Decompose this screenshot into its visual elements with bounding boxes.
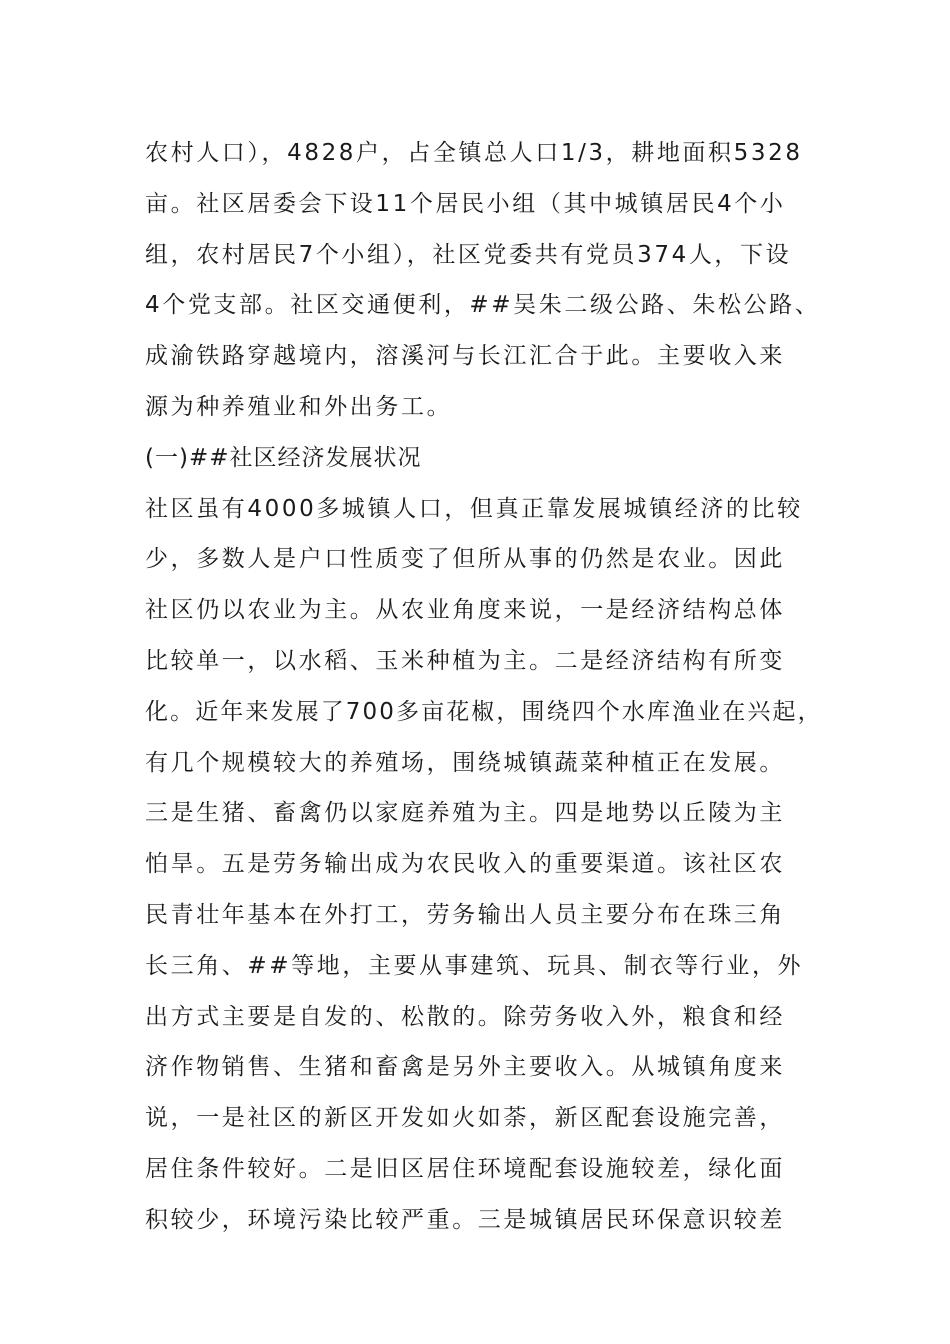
paragraph-line: 有几个规模较大的养殖场，围绕城镇蔬菜种植正在发展。 (145, 749, 785, 776)
paragraph-line: 三是生猪、畜禽仍以家庭养殖为主。四是地势以丘陵为主 (145, 800, 785, 827)
section-heading: (一)##社区经济发展状况 (145, 444, 422, 471)
paragraph-line: 4个党支部。社区交通便利，##吴朱二级公路、朱松公路、 (145, 292, 821, 319)
paragraph-line: 怕旱。五是劳务输出成为农民收入的重要渠道。该社区农 (145, 851, 785, 878)
paragraph-line: 化。近年来发展了700多亩花椒，围绕四个水库渔业在兴起， (145, 698, 823, 725)
paragraph-line: 居住条件较好。二是旧区居住环境配套设施较差，绿化面 (145, 1155, 785, 1182)
paragraph-line: 济作物销售、生猪和畜禽是另外主要收入。从城镇角度来 (145, 1054, 785, 1081)
paragraph-line: 长三角、##等地，主要从事建筑、玩具、制衣等行业，外 (145, 952, 804, 979)
paragraph-line: 积较少，环境污染比较严重。三是城镇居民环保意识较差 (145, 1206, 785, 1233)
paragraph-line: 社区仍以农业为主。从农业角度来说，一是经济结构总体 (145, 597, 785, 624)
paragraph-line: 出方式主要是自发的、松散的。除劳务收入外，粮食和经 (145, 1003, 785, 1030)
paragraph-line: 少，多数人是户口性质变了但所从事的仍然是农业。因此 (145, 546, 785, 573)
paragraph-line: 社区虽有4000多城镇人口，但真正靠发展城镇经济的比较 (145, 495, 803, 522)
paragraph-line: 源为种养殖业和外出务工。 (145, 393, 453, 420)
paragraph-line: 比较单一，以水稻、玉米种植为主。二是经济结构有所变 (145, 647, 785, 674)
paragraph-line: 说，一是社区的新区开发如火如荼，新区配套设施完善， (145, 1105, 785, 1132)
paragraph-line: 民青壮年基本在外打工，劳务输出人员主要分布在珠三角 (145, 901, 785, 928)
document-body (145, 128, 825, 1246)
paragraph-line: 成渝铁路穿越境内，溶溪河与长江汇合于此。主要收入来 (145, 343, 785, 370)
paragraph-line: 组，农村居民7个小组），社区党委共有党员374人，下设 (145, 241, 792, 268)
paragraph-line: 亩。社区居委会下设11个居民小组（其中城镇居民4个小 (145, 190, 786, 217)
paragraph-line: 农村人口），4828户，占全镇总人口1/3，耕地面积5328 (145, 140, 803, 166)
